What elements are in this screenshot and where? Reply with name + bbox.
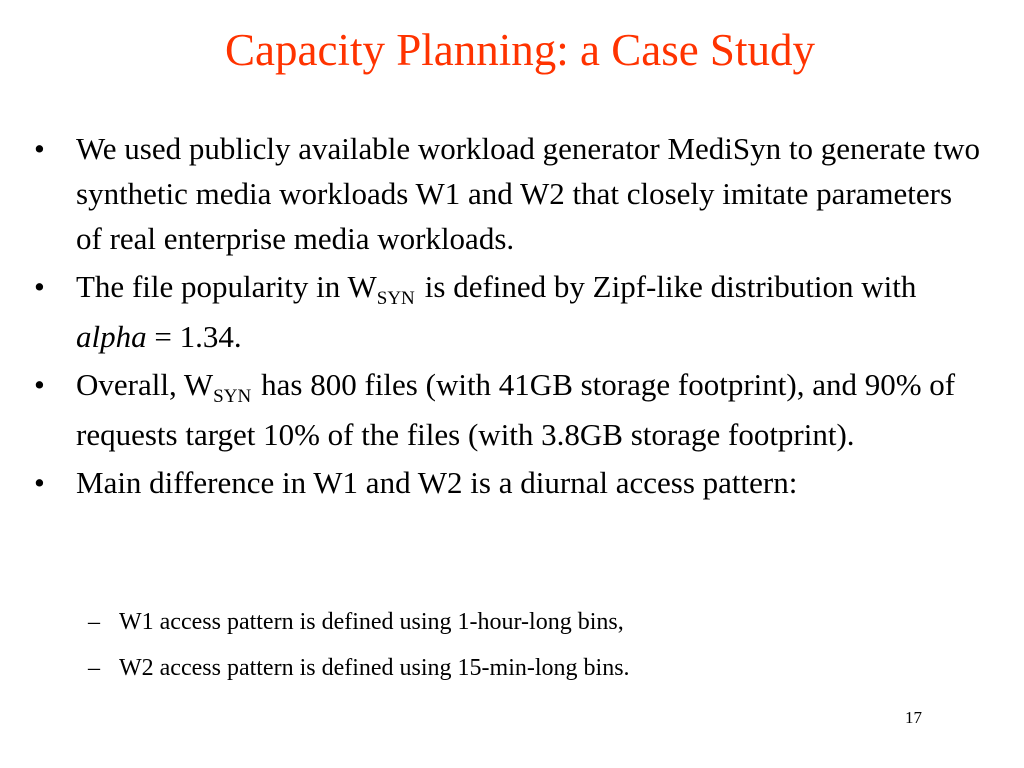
sub-bullet-item-2 (30, 652, 980, 685)
italic-alpha: alpha (76, 319, 147, 354)
bullet-marker: • (34, 367, 45, 402)
bullet-item-1 (30, 126, 980, 261)
page-number: 17 (905, 708, 922, 727)
bullet-marker: • (34, 269, 45, 304)
bullet-marker: • (34, 131, 45, 166)
sub-bullet-text: W1 access pattern is defined using 1-hour-long bins, (119, 609, 624, 635)
slide-title: Capacity Planning: a Case Study (225, 25, 815, 75)
bullet-text: Main difference in W1 and W2 is a diurnal access pattern: (76, 465, 798, 500)
bullet-text-after: has 800 files (with 41GB storage footprint), and 90% of requests target 10% of the files (with 3.8GB storage footprint). (76, 367, 956, 452)
bullet-text: We used publicly available workload generator MediSyn to generate two synthetic media workloads W1 and W2 that closely imitate parameters of real enterprise media workloads. (76, 131, 980, 256)
sub-bullet-marker: – (88, 609, 100, 635)
bullet-list (30, 126, 980, 508)
bullet-item-2 (30, 264, 980, 359)
sub-bullet-list (30, 606, 980, 698)
sub-bullet-marker: – (88, 655, 100, 681)
bullet-text-end: = 1.34. (146, 319, 242, 354)
bullet-item-3 (30, 362, 980, 457)
bullet-text-after: is defined by Zipf-like distribution with (424, 269, 917, 304)
bullet-marker: • (34, 465, 45, 500)
sub-bullet-item-1 (30, 606, 980, 639)
bullet-text-before: The file popularity in W (76, 269, 377, 304)
sub-bullet-text: W2 access pattern is defined using 15-min-long bins. (119, 655, 630, 681)
bullet-item-4 (30, 460, 980, 505)
subscript-syn: SYN (213, 386, 252, 407)
bullet-text-before: Overall, W (76, 367, 214, 402)
subscript-syn: SYN (376, 288, 415, 309)
